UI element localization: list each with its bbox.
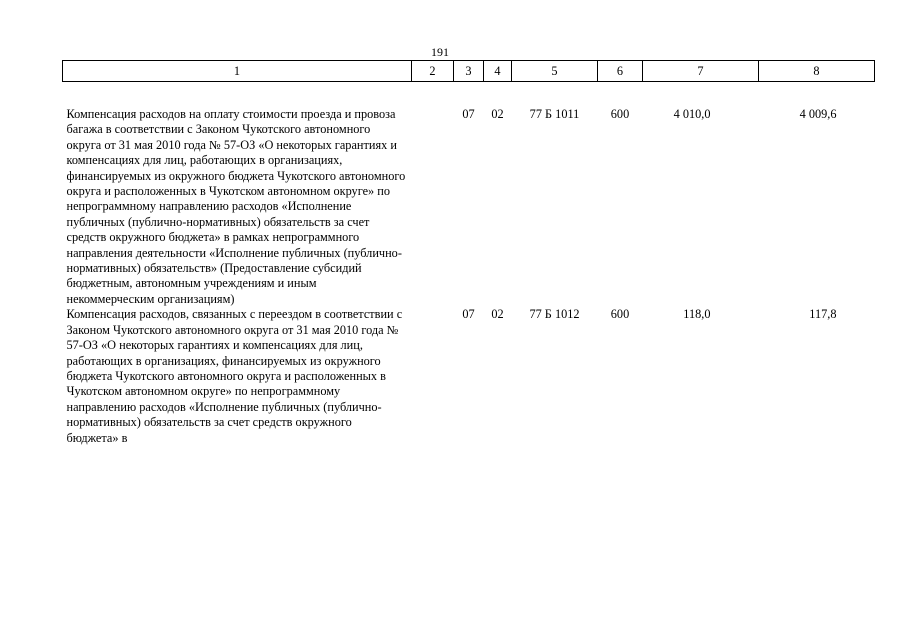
row-description: Компенсация расходов на оплату стоимости проезда и провоза багажа в соответствии с Законом Чукотского автономного округа от 31 мая 2010 года № 57-ОЗ «О некоторых гарантиях и компенсациях для лиц, работающих в организациях, финансируемых из окружного бюджета Чукотского автономного округа и расположенных в Чукотском автономном округе» по непрограммному направлению расходов «Исполнение публичных (публично-нормативных) обязательств за счет средств окружного бюджета» в рамках непрограммного направления деятельности «Исполнение публичных (публично-нормативных) обязательств» (Предоставление субсидий бюджетным, автономным учреждениям и иным некоммерческим организациям) [66,107,406,306]
row-description: Компенсация расходов, связанных с переездом в соответствии с Законом Чукотского автономного округа от 31 мая 2010 года № 57-ОЗ «О некоторых гарантиях и компенсациях для лиц, работающих в организациях, финансируемых из окружного бюджета Чукотского автономного округа и расположенных в Чукотском автономном округе» по непрограммному направлению расходов «Исполнение публичных (публично-нормативных) обязательств за счет средств окружного бюджета» в [66,307,403,445]
row-section: 07 [462,107,475,121]
header-row [63,61,875,82]
budget-table [62,60,875,446]
row-target-article: 77 Б 1012 [529,307,580,322]
row-target-article: 77 Б 1011 [529,107,580,121]
column-header-8: 8 [759,61,875,82]
row-amount-actual: 4 009,6 [799,107,837,121]
row-expense-type: 600 [610,107,630,121]
row-amount-planned: 118,0 [683,307,711,322]
column-header-4: 4 [484,61,512,82]
column-header-7: 7 [643,61,759,82]
row-amount-planned: 4 010,0 [673,107,711,121]
page-number: 191 [431,45,449,59]
row-amount-actual: 117,8 [809,307,837,322]
column-header-2: 2 [412,61,454,82]
row-section: 07 [462,307,475,322]
row-subsection: 02 [491,107,504,121]
row-col2 [412,307,454,446]
column-header-5: 5 [512,61,598,82]
column-header-1: 1 [63,61,412,82]
row-col2 [412,82,454,308]
table-row [63,307,875,446]
column-header-3: 3 [454,61,484,82]
row-subsection: 02 [491,307,504,322]
table-row [63,82,875,308]
row-expense-type: 600 [610,307,630,322]
column-header-6: 6 [598,61,643,82]
